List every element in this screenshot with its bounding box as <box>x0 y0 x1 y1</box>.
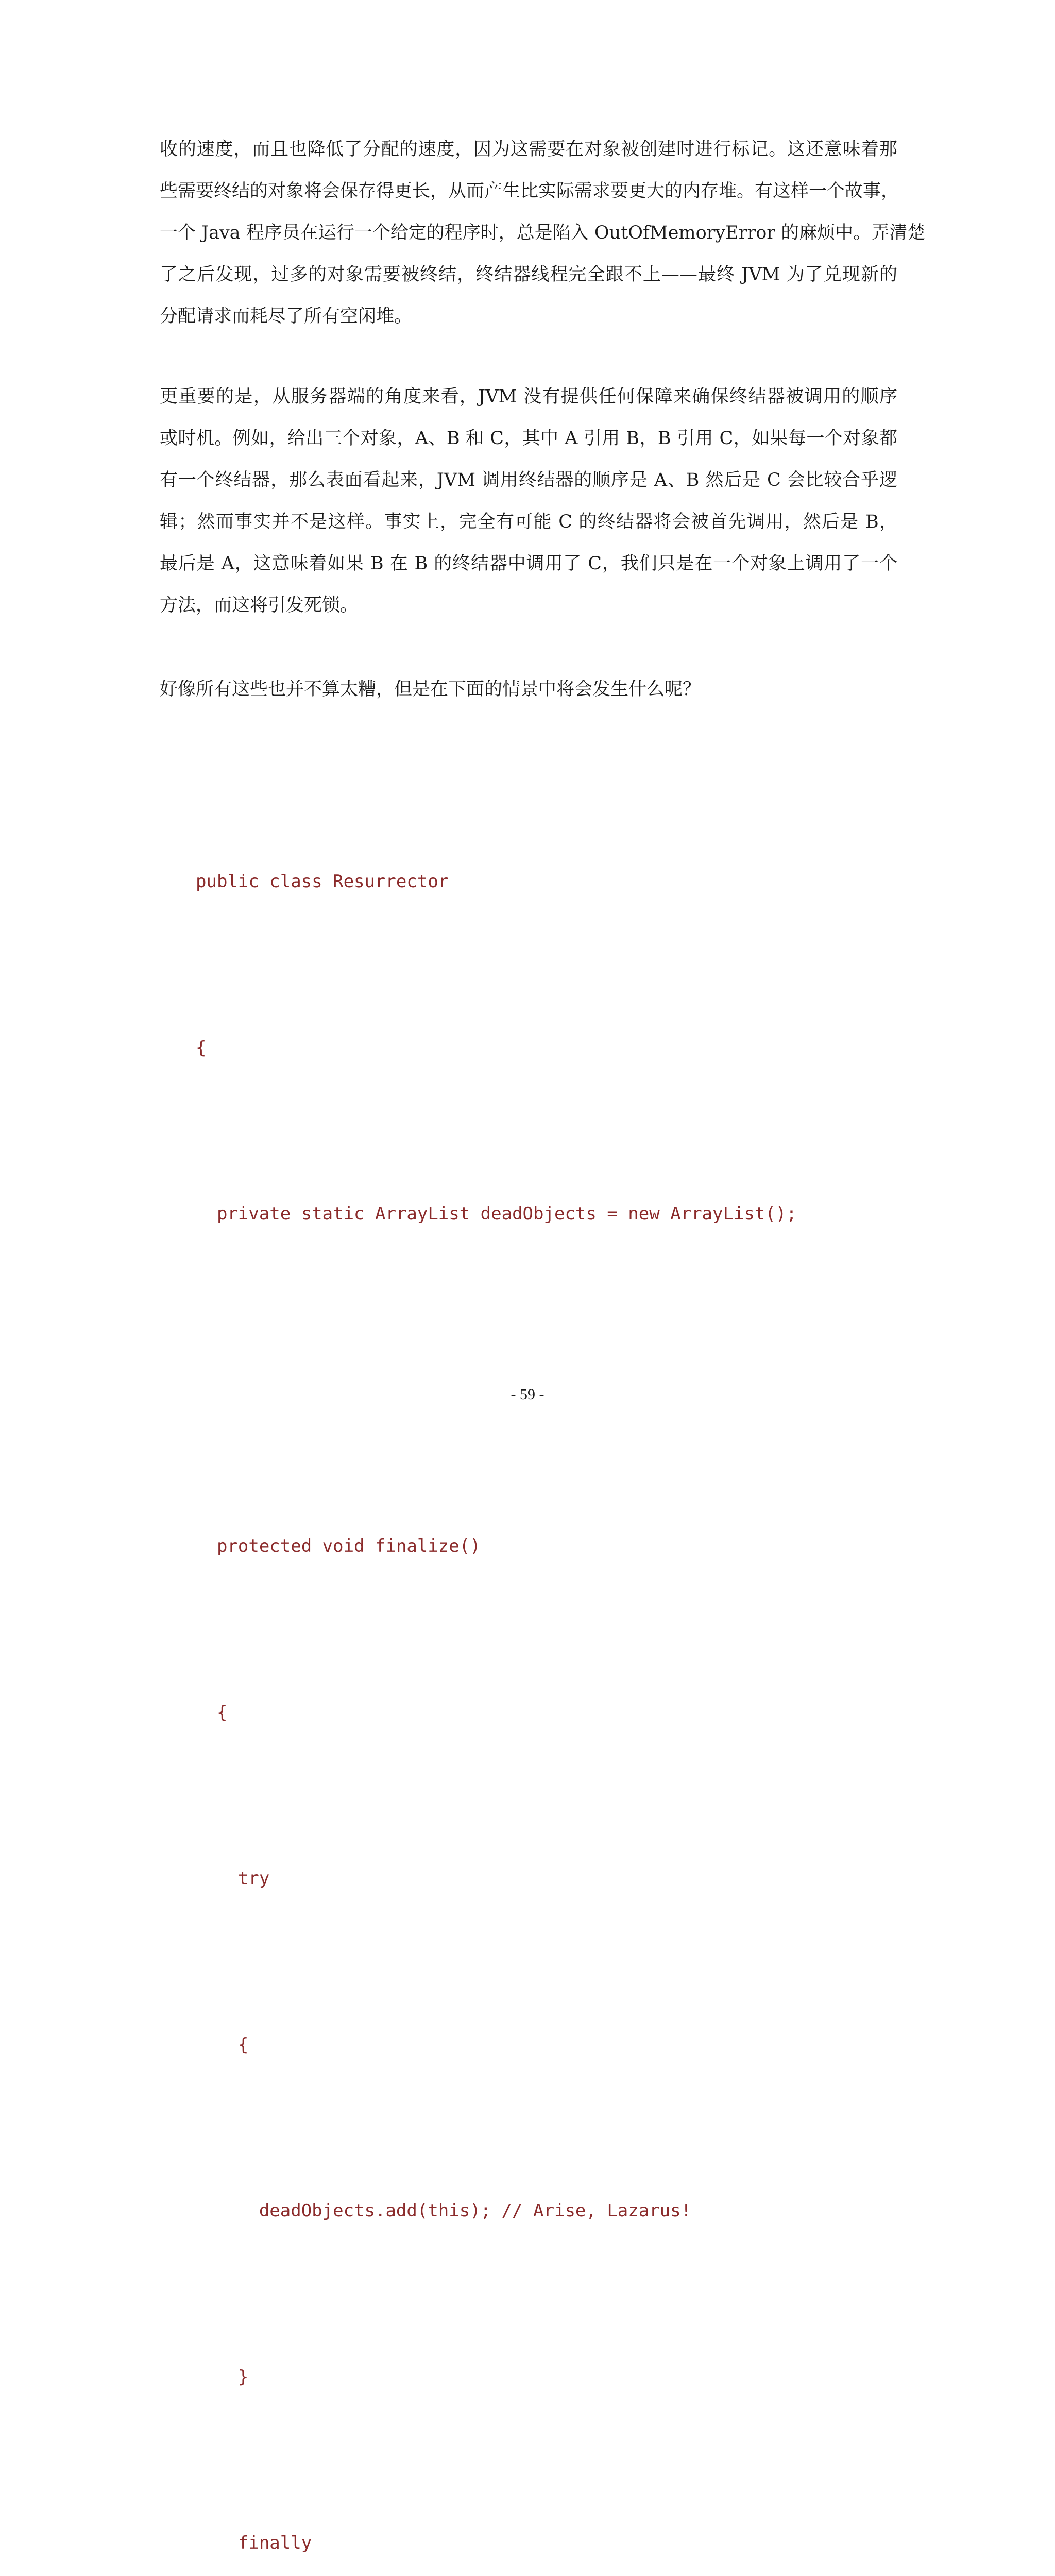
code-line: public class Resurrector <box>196 871 449 892</box>
code-line: private static ArrayList deadObjects = new ArrayList(); <box>196 1204 797 1224</box>
text-line: 最后是 A，这意味着如果 B 在 B 的终结器中调用了 C，我们只是在一个对象上调用了一个 <box>160 553 897 574</box>
text-line: 或时机。例如，给出三个对象，A、B 和 C，其中 A 引用 B，B 引用 C，如果每一个对象都 <box>160 428 897 449</box>
page-number: - 59 - <box>511 1386 544 1403</box>
text-line: 方法，而这将引发死锁。 <box>160 595 359 616</box>
paragraph-finalizer-memory <box>160 129 926 337</box>
paragraph-scenario-intro <box>160 669 897 710</box>
code-line: finally <box>196 2533 312 2553</box>
text-line: 了之后发现，过多的对象需要被终结，终结器线程完全跟不上——最终 JVM 为了兑现新的 <box>160 264 897 285</box>
code-line: try <box>196 1868 270 1889</box>
code-line: } <box>196 2366 249 2387</box>
code-line: deadObjects.add(this); // Arise, Lazarus! <box>196 2200 692 2221</box>
paragraph-finalizer-order <box>160 376 897 626</box>
text-line: 分配请求而耗尽了所有空闲堆。 <box>160 306 413 327</box>
text-line: 些需要终结的对象将会保存得更长，从而产生比实际需求要更大的内存堆。有这样一个故事， <box>160 181 899 201</box>
code-line: { <box>196 1702 228 1723</box>
text-line: 一个 Java 程序员在运行一个给定的程序时，总是陷入 OutOfMemoryError 的麻烦中。弄清楚 <box>160 223 926 243</box>
code-listing <box>196 743 797 2576</box>
text-line: 更重要的是，从服务器端的角度来看，JVM 没有提供任何保障来确保终结器被调用的顺序 <box>160 386 897 407</box>
code-line: { <box>196 1037 207 1058</box>
text-line: 辑；然而事实并不是这样。事实上，完全有可能 C 的终结器将会被首先调用，然后是 B， <box>160 512 897 532</box>
text-line: 收的速度，而且也降低了分配的速度，因为这需要在对象被创建时进行标记。这还意味着那 <box>160 139 897 160</box>
code-line: protected void finalize() <box>196 1536 481 1556</box>
text-line: 好像所有这些也并不算太糟，但是在下面的情景中将会发生什么呢？ <box>160 679 701 700</box>
text-line: 有一个终结器，那么表面看起来，JVM 调用终结器的顺序是 A、B 然后是 C 会比较合乎逻 <box>160 470 897 490</box>
code-line: { <box>196 2034 249 2055</box>
